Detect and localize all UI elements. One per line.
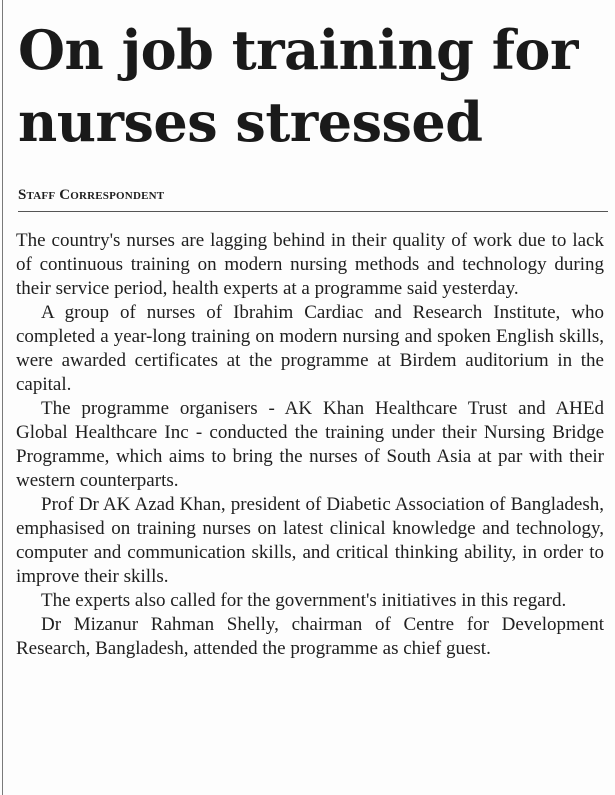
- paragraph-1: The country's nurses are lagging behind in their quality of work due to lack of continuous training on modern nursing methods and technology during their service period, health experts at a programme said yesterday.: [16, 230, 604, 299]
- headline-line-2: nurses stressed: [18, 90, 483, 154]
- column-rule: [2, 0, 3, 795]
- paragraph-3: The programme organisers - AK Khan Healthcare Trust and AHEd Global Healthcare Inc - conducted the training under their Nursing Bridge Programme, which aims to bring the nurses of South Asia at par with their western counterparts.: [16, 398, 604, 491]
- headline-line-1: On job training for: [18, 18, 578, 82]
- paragraph-6: Dr Mizanur Rahman Shelly, chairman of Centre for Development Research, Bangladesh, attended the programme as chief guest.: [16, 614, 604, 659]
- article-body: [16, 229, 604, 661]
- paragraph-5: The experts also called for the government's initiatives in this regard.: [41, 590, 567, 611]
- byline-divider: [18, 211, 608, 212]
- paragraph-4: Prof Dr AK Azad Khan, president of Diabetic Association of Bangladesh, emphasised on training nurses on latest clinical knowledge and technology, computer and communication skills, and critical thinking ability, in order to improve their skills.: [16, 494, 604, 587]
- byline: Staff Correspondent: [18, 187, 165, 203]
- headline: [18, 14, 608, 158]
- paragraph-2: A group of nurses of Ibrahim Cardiac and Research Institute, who completed a year-long training on modern nursing and spoken English skills, were awarded certificates at the programme at Birdem auditorium in the capital.: [16, 302, 604, 395]
